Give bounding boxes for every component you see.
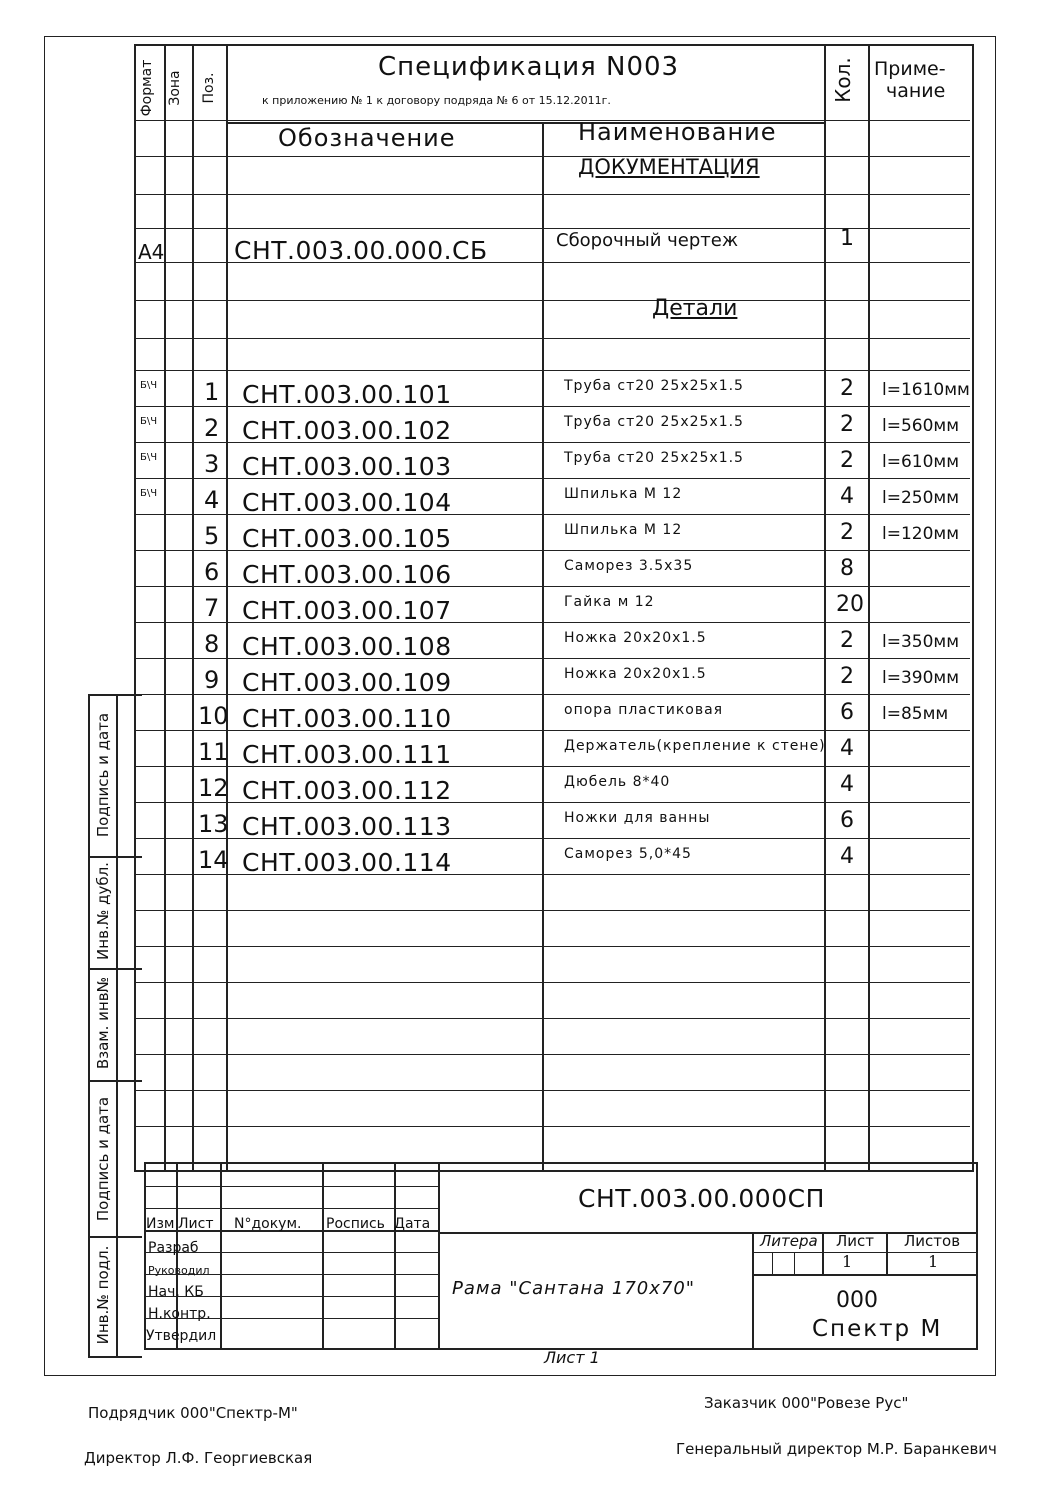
row-name: Труба ст20 25x25x1.5: [564, 378, 744, 394]
row-code: СНТ.003.00.113: [242, 812, 452, 841]
tb-h-list: Лист: [178, 1216, 214, 1232]
row-format: Б\Ч: [140, 416, 158, 427]
row-name: Труба ст20 25x25x1.5: [564, 414, 744, 430]
row-name: Труба ст20 25x25x1.5: [564, 450, 744, 466]
row-name: Дюбель 8*40: [564, 774, 671, 790]
row-pos: 10: [198, 702, 229, 730]
assembly-format: А4: [138, 240, 165, 264]
gen-director: Генеральный директор М.Р. Баранкевич: [676, 1440, 997, 1458]
row-note: l=390мм: [882, 668, 960, 688]
row-code: СНТ.003.00.102: [242, 416, 452, 445]
row-name: Шпилька М 12: [564, 486, 683, 502]
col-pos: Поз.: [201, 72, 217, 104]
litera-label: Литера: [760, 1232, 818, 1250]
tb-h-date: Дата: [394, 1216, 431, 1232]
table-row-line: [134, 1126, 970, 1127]
row-qty: 2: [840, 376, 854, 401]
row-name: Саморез 5,0*45: [564, 846, 692, 862]
row-pos: 13: [198, 810, 229, 838]
row-name: Гайка м 12: [564, 594, 655, 610]
row-qty: 2: [840, 520, 854, 545]
table-row-line: [134, 910, 970, 911]
row-qty: 4: [840, 844, 854, 869]
row-qty: 4: [840, 484, 854, 509]
col-qty: Кол.: [831, 57, 855, 103]
row-code: СНТ.003.00.114: [242, 848, 452, 877]
spec-subtitle: к приложению № 1 к договору подряда № 6 от 15.12.2011г.: [262, 94, 611, 107]
table-row-line: [134, 370, 970, 371]
row-name: Ножки для ванны: [564, 810, 711, 826]
row-qty: 2: [840, 628, 854, 653]
table-row-line: [134, 1090, 970, 1091]
table-row-line: [134, 982, 970, 983]
row-note: l=560мм: [882, 416, 960, 436]
side-sign-date-1: Подпись и дата: [94, 712, 112, 838]
org-line-2: Спектр М: [812, 1316, 943, 1342]
row-qty: 6: [840, 808, 854, 833]
row-pos: 7: [204, 594, 220, 622]
row-note: l=610мм: [882, 452, 960, 472]
row-note: l=1610мм: [882, 380, 970, 400]
row-pos: 14: [198, 846, 229, 874]
row-note: l=350мм: [882, 632, 960, 652]
row-code: СНТ.003.00.104: [242, 488, 452, 517]
row-note: l=250мм: [882, 488, 960, 508]
side-vzam-inv: Взам. инв№: [94, 976, 112, 1070]
row-qty: 8: [840, 556, 854, 581]
tb-role-2: Руководил: [148, 1264, 210, 1277]
table-row-line: [134, 156, 970, 157]
row-qty: 2: [840, 448, 854, 473]
footer-sheet: Лист 1: [544, 1348, 600, 1367]
tb-h-izm: Изм: [146, 1216, 175, 1232]
row-pos: 9: [204, 666, 220, 694]
row-qty: 2: [840, 664, 854, 689]
row-pos: 11: [198, 738, 229, 766]
row-format: Б\Ч: [140, 488, 158, 499]
spec-title: Спецификация N003: [378, 52, 680, 82]
row-note: l=120мм: [882, 524, 960, 544]
row-code: СНТ.003.00.111: [242, 740, 452, 769]
table-row-line: [134, 120, 970, 121]
row-format: Б\Ч: [140, 452, 158, 463]
row-name: Держатель(крепление к стене): [564, 738, 826, 754]
table-row-line: [134, 1054, 970, 1055]
assembly-qty: 1: [840, 226, 854, 251]
row-pos: 6: [204, 558, 220, 586]
row-pos: 1: [204, 378, 220, 406]
col-note-2: чание: [886, 80, 946, 102]
table-row-line: [134, 300, 970, 301]
customer: Заказчик 000"Ровезе Рус": [704, 1394, 909, 1412]
row-name: Шпилька М 12: [564, 522, 683, 538]
row-code: СНТ.003.00.103: [242, 452, 452, 481]
sheets-value: 1: [928, 1252, 939, 1271]
tb-role-1: Разраб: [148, 1240, 199, 1256]
section-parts: Детали: [652, 296, 738, 321]
col-format: Формат: [139, 59, 155, 117]
row-pos: 12: [198, 774, 229, 802]
col-zone: Зона: [167, 70, 183, 106]
row-name: Саморез 3.5x35: [564, 558, 694, 574]
row-code: СНТ.003.00.106: [242, 560, 452, 589]
row-pos: 4: [204, 486, 220, 514]
sheet-label: Лист: [836, 1232, 875, 1250]
assembly-name: Сборочный чертеж: [556, 230, 739, 251]
tb-role-4: Н.контр.: [148, 1306, 211, 1322]
row-code: СНТ.003.00.107: [242, 596, 452, 625]
row-code: СНТ.003.00.109: [242, 668, 452, 697]
assembly-designation: СНТ.003.00.000.СБ: [234, 236, 488, 265]
tb-role-3: Нач. КБ: [148, 1284, 204, 1300]
table-row-line: [134, 1018, 970, 1019]
product-name: Рама "Сантана 170x70": [452, 1278, 696, 1299]
sheets-label: Листов: [904, 1232, 961, 1250]
side-inv-podl: Инв.№ подл.: [94, 1245, 112, 1345]
org-line-1: 000: [836, 1288, 878, 1313]
table-row-line: [134, 946, 970, 947]
tb-h-sign: Роспись: [326, 1216, 385, 1232]
row-qty: 20: [836, 592, 864, 617]
row-code: СНТ.003.00.105: [242, 524, 452, 553]
row-qty: 4: [840, 736, 854, 761]
table-row-line: [134, 338, 970, 339]
row-name: опора пластиковая: [564, 702, 724, 718]
doc-code: СНТ.003.00.000СП: [578, 1184, 825, 1213]
table-row-line: [134, 194, 970, 195]
row-note: l=85мм: [882, 704, 949, 724]
side-inv-dubl: Инв.№ дубл.: [94, 862, 112, 960]
col-name: Наименование: [578, 118, 777, 146]
row-name: Ножка 20x20x1.5: [564, 630, 707, 646]
row-format: Б\Ч: [140, 380, 158, 391]
row-name: Ножка 20x20x1.5: [564, 666, 707, 682]
tb-role-5: Утвердил: [146, 1328, 217, 1344]
row-code: СНТ.003.00.112: [242, 776, 452, 805]
row-qty: 2: [840, 412, 854, 437]
sheet-value: 1: [842, 1252, 853, 1271]
row-pos: 5: [204, 522, 220, 550]
row-pos: 2: [204, 414, 220, 442]
director: Директор Л.Ф. Георгиевская: [84, 1449, 313, 1467]
section-documentation: ДОКУМЕНТАЦИЯ: [578, 155, 760, 179]
contractor: Подрядчик 000"Спектр-М": [88, 1404, 298, 1422]
side-sign-date-2: Подпись и дата: [94, 1096, 112, 1222]
row-pos: 3: [204, 450, 220, 478]
row-pos: 8: [204, 630, 220, 658]
row-code: СНТ.003.00.101: [242, 380, 452, 409]
row-code: СНТ.003.00.108: [242, 632, 452, 661]
col-note-1: Приме-: [874, 58, 946, 80]
tb-h-ndoc: N°докум.: [234, 1216, 302, 1232]
col-designation: Обозначение: [278, 124, 456, 152]
row-qty: 6: [840, 700, 854, 725]
row-code: СНТ.003.00.110: [242, 704, 452, 733]
row-qty: 4: [840, 772, 854, 797]
